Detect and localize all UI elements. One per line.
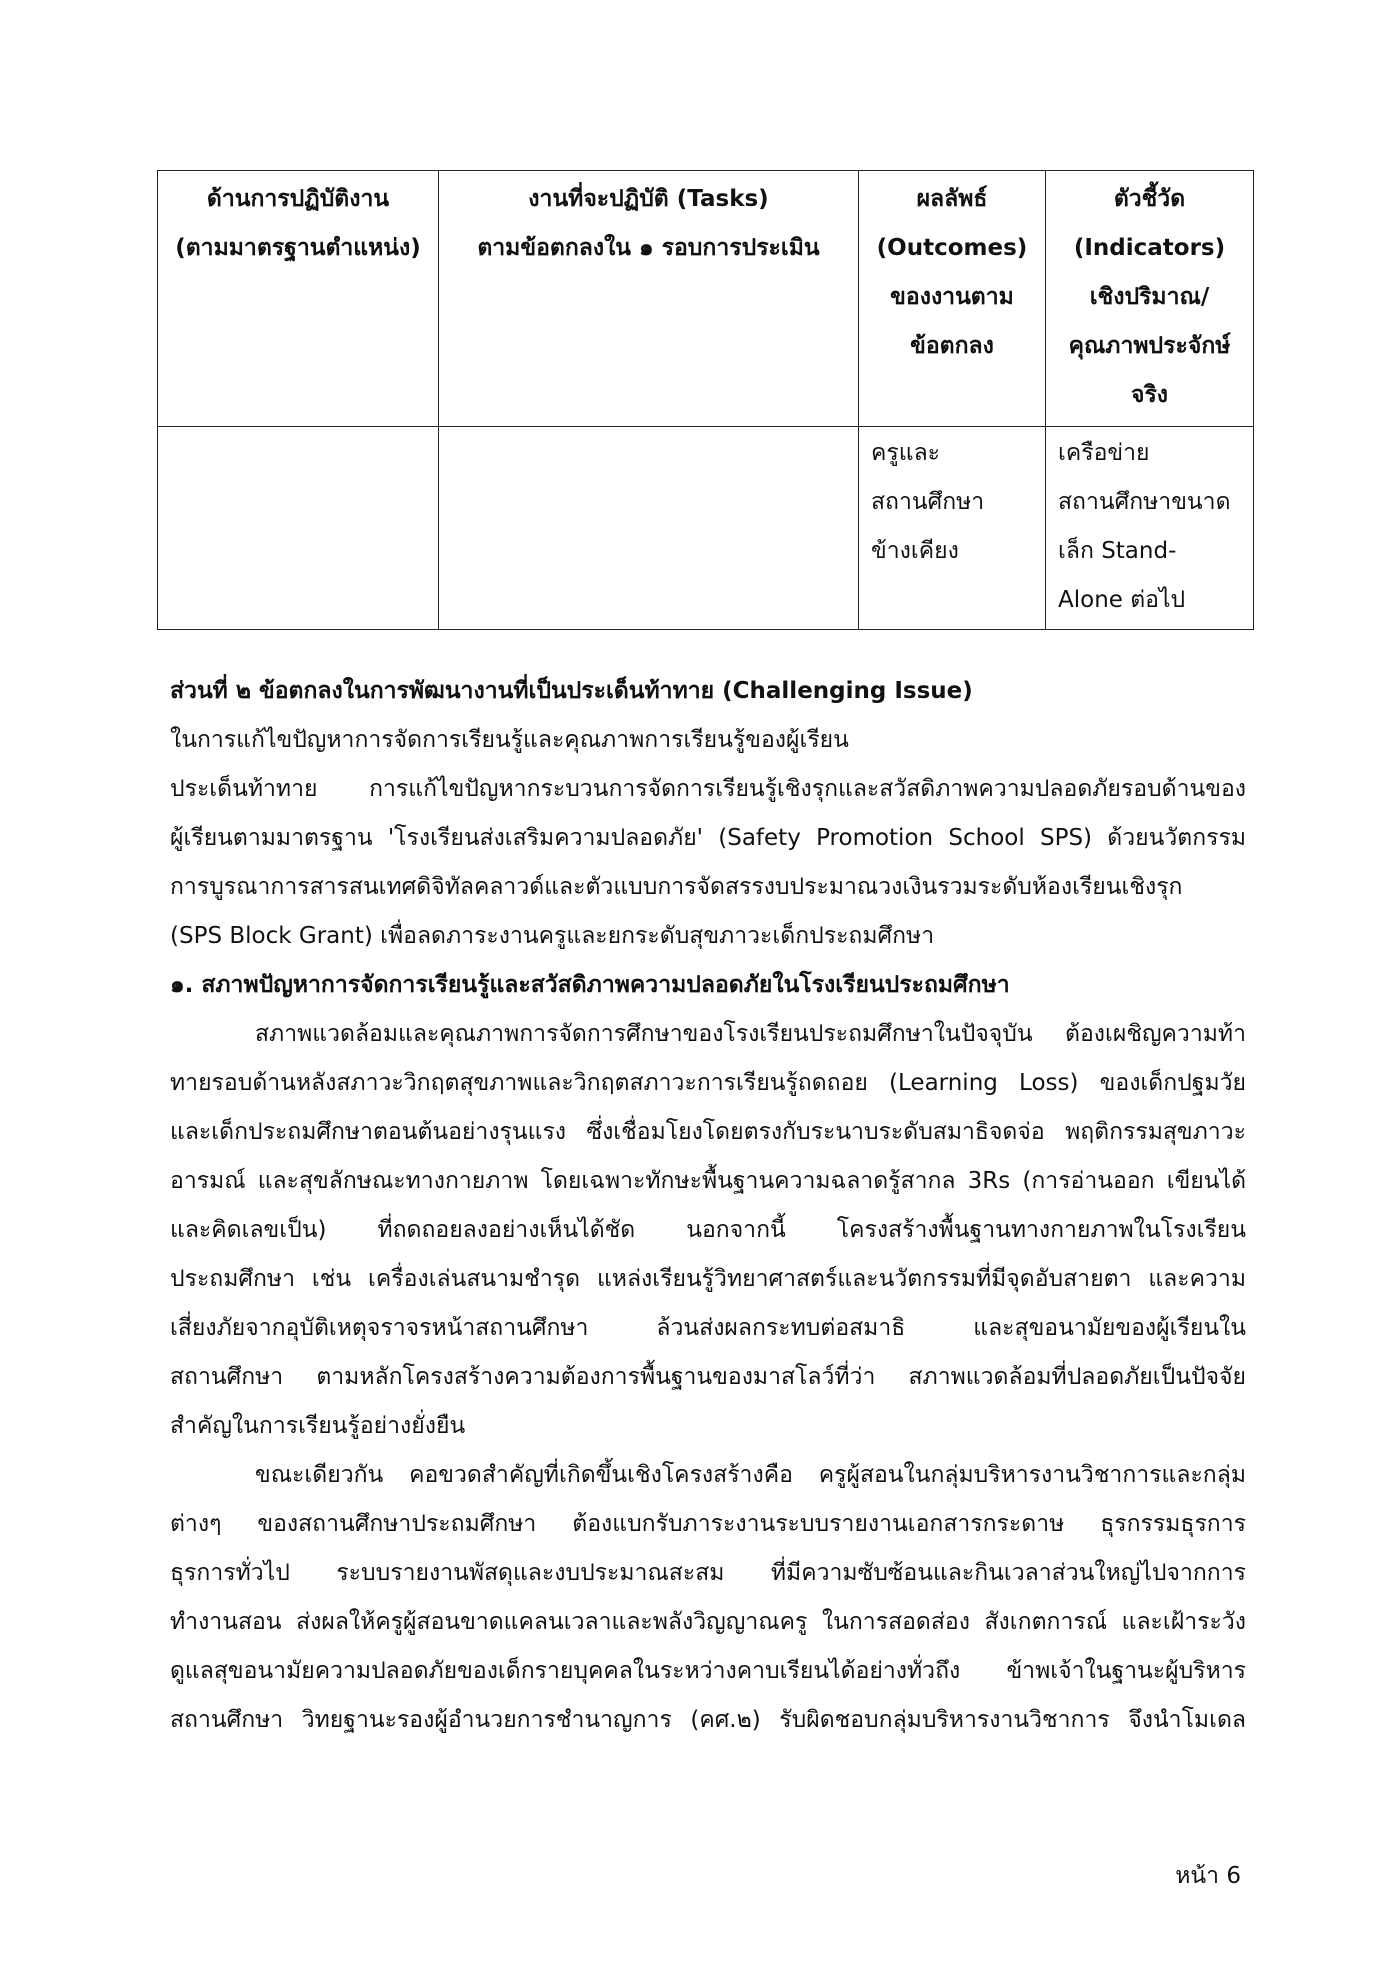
cell-text-line: ข้อตกลง — [910, 333, 994, 359]
table-cell-tasks — [439, 427, 859, 630]
cell-text-line: เครือข่าย — [1058, 440, 1150, 466]
cell-text-line: (Outcomes) — [876, 235, 1028, 261]
body-line: ทายรอบด้านหลังสภาวะวิกฤตสุขภาพและวิกฤตสภาวะการเรียนรู้ถดถอย (Learning Loss) ของเด็กปฐมวัย — [170, 1070, 1246, 1096]
body-line: ต่างๆ ของสถานศึกษาประถมศึกษา ต้องแบกรับภาระงานระบบรายงานเอกสารกระดาษ ธุรกรรมธุรการ — [170, 1511, 1246, 1537]
header-tasks — [439, 171, 859, 427]
cell-text-line: ตัวชี้วัด — [1113, 186, 1186, 212]
cell-text-line: สถานศึกษา — [871, 489, 985, 515]
body-line: สภาพแวดล้อมและคุณภาพการจัดการศึกษาของโรงเรียนประถมศึกษาในปัจจุบัน ต้องเผชิญความท้า — [255, 1021, 1246, 1047]
section-heading: ส่วนที่ ๒ ข้อตกลงในการพัฒนางานที่เป็นประเด็นท้าทาย (Challenging Issue) — [170, 678, 973, 704]
cell-text-line: จริง — [1130, 382, 1169, 408]
cell-text-line: คุณภาพประจักษ์ — [1068, 333, 1231, 359]
body-line: ผู้เรียนตามมาตรฐาน 'โรงเรียนส่งเสริมความปลอดภัย' (Safety Promotion School SPS) ด้วยนวัตกรรม — [170, 825, 1246, 851]
table-row — [158, 427, 1254, 630]
body-line: ประเด็นท้าทาย การแก้ไขปัญหากระบวนการจัดการเรียนรู้เชิงรุกและสวัสดิภาพความปลอดภัยรอบด้านของ — [170, 776, 1246, 802]
cell-text-line: ผลลัพธ์ — [916, 186, 988, 212]
cell-text-line: ของงานตาม — [890, 284, 1014, 310]
header-indicators — [1046, 171, 1254, 427]
agreement-table — [157, 170, 1254, 630]
table-cell-outcomes — [859, 427, 1046, 630]
body-line: ธุรการทั่วไป ระบบรายงานพัสดุและงบประมาณสะสม ที่มีความซับซ้อนและกินเวลาส่วนใหญ่ไปจากการ — [170, 1560, 1246, 1586]
table-header-row — [158, 171, 1254, 427]
cell-text-line: ข้างเคียง — [871, 538, 959, 564]
body-line: การบูรณาการสารสนเทศดิจิทัลคลาวด์และตัวแบบการจัดสรรงบประมาณวงเงินรวมระดับห้องเรียนเชิงรุก — [170, 874, 1183, 900]
header-performance-area — [158, 171, 439, 427]
body-line: สถานศึกษา ตามหลักโครงสร้างความต้องการพื้นฐานของมาสโลว์ที่ว่า สภาพแวดล้อมที่ปลอดภัยเป็นปัจจัย — [170, 1364, 1246, 1390]
section-subtitle: ในการแก้ไขปัญหาการจัดการเรียนรู้และคุณภาพการเรียนรู้ของผู้เรียน — [170, 727, 849, 753]
subsection-heading: ๑. สภาพปัญหาการจัดการเรียนรู้และสวัสดิภาพความปลอดภัยในโรงเรียนประถมศึกษา — [170, 972, 1010, 998]
body-line: และเด็กประถมศึกษาตอนต้นอย่างรุนแรง ซึ่งเชื่อมโยงโดยตรงกับระนาบระดับสมาธิจดจ่อ พฤติกรรมสุขภาวะ — [170, 1119, 1246, 1145]
body-line: และคิดเลขเป็น) ที่ถดถอยลงอย่างเห็นได้ชัด นอกจากนี้ โครงสร้างพื้นฐานทางกายภาพในโรงเรียน — [170, 1217, 1246, 1243]
cell-text-line: ครูและ — [871, 440, 941, 466]
cell-text-line: ตามข้อตกลงใน ๑ รอบการประเมิน — [477, 235, 820, 261]
cell-text-line: สถานศึกษาขนาด — [1058, 489, 1231, 515]
table-cell-performance-area — [158, 427, 439, 630]
cell-text-line: (ตามมาตรฐานตำแหน่ง) — [175, 235, 421, 261]
cell-text-line: Alone ต่อไป — [1058, 587, 1186, 613]
cell-text-line: ด้านการปฏิบัติงาน — [206, 186, 390, 212]
table-cell-indicators — [1046, 427, 1254, 630]
header-outcomes — [859, 171, 1046, 427]
cell-text-line: เล็ก Stand- — [1058, 538, 1177, 564]
body-line: ขณะเดียวกัน คอขวดสำคัญที่เกิดขึ้นเชิงโครงสร้างคือ ครูผู้สอนในกลุ่มบริหารงานวิชาการและกลุ่ม — [255, 1462, 1246, 1488]
body-line: เสี่ยงภัยจากอุบัติเหตุจราจรหน้าสถานศึกษา ล้วนส่งผลกระทบต่อสมาธิ และสุขอนามัยของผู้เรียนใน — [170, 1315, 1246, 1341]
body-line: สถานศึกษา วิทยฐานะรองผู้อำนวยการชำนาญการ (คศ.๒) รับผิดชอบกลุ่มบริหารงานวิชาการ จึงนำโมเดล — [170, 1707, 1246, 1733]
cell-text-line: เชิงปริมาณ/ — [1089, 284, 1210, 310]
body-line: ดูแลสุขอนามัยความปลอดภัยของเด็กรายบุคคลในระหว่างคาบเรียนได้อย่างทั่วถึง ข้าพเจ้าในฐานะผู้บริหาร — [170, 1658, 1246, 1684]
cell-text-line: งานที่จะปฏิบัติ (Tasks) — [528, 186, 769, 212]
body-line: สำคัญในการเรียนรู้อย่างยั่งยืน — [170, 1413, 466, 1439]
document-body — [170, 667, 1246, 1827]
body-line: อารมณ์ และสุขลักษณะทางกายภาพ โดยเฉพาะทักษะพื้นฐานความฉลาดรู้สากล 3Rs (การอ่านออก เขียนได้ — [170, 1168, 1246, 1194]
body-line: ทำงานสอน ส่งผลให้ครูผู้สอนขาดแคลนเวลาและพลังวิญญาณครู ในการสอดส่อง สังเกตการณ์ และเฝ้าระวัง — [170, 1609, 1246, 1635]
cell-text-line: (Indicators) — [1073, 235, 1226, 261]
body-line: (SPS Block Grant) เพื่อลดภาระงานครูและยกระดับสุขภาวะเด็กประถมศึกษา — [170, 923, 935, 949]
page-number: หน้า 6 — [1175, 1863, 1241, 1889]
body-line: ประถมศึกษา เช่น เครื่องเล่นสนามชำรุด แหล่งเรียนรู้วิทยาศาสตร์และนวัตกรรมที่มีจุดอับสายตา และความ — [170, 1266, 1246, 1292]
